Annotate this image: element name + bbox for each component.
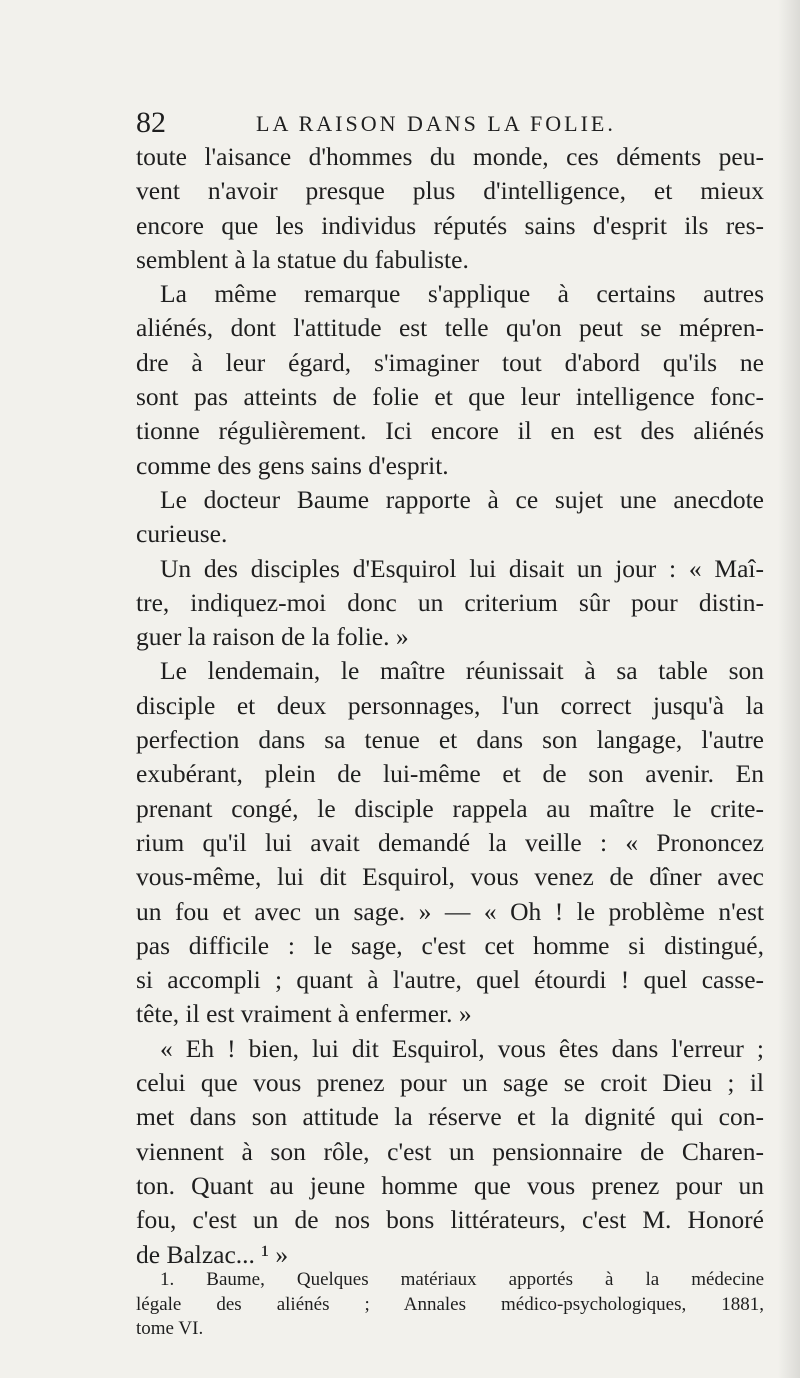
body-text — [136, 140, 764, 1272]
text-line: prenant congé, le disciple rappela au maître le crite- — [136, 793, 764, 823]
text-line: Un des disciples d'Esquirol lui disait un jour : « Maî- — [160, 553, 764, 583]
text-line: viennent à son rôle, c'est un pensionnaire de Charen- — [136, 1136, 764, 1166]
text-line: semblent à la statue du fabuliste. — [136, 244, 469, 274]
text-line: curieuse. — [136, 519, 228, 549]
text-line: sont pas atteints de folie et que leur intelligence fonc- — [136, 382, 764, 412]
text-line: La même remarque s'applique à certains autres — [160, 279, 764, 309]
text-line: celui que vous prenez pour un sage se croit Dieu ; il — [136, 1068, 764, 1098]
text-line: pas difficile : le sage, c'est cet homme si distingué, — [136, 930, 764, 960]
text-line: met dans son attitude la réserve et la dignité qui con- — [136, 1102, 764, 1132]
text-line: un fou et avec un sage. » — « Oh ! le problème n'est — [136, 896, 764, 926]
text-line: « Eh ! bien, lui dit Esquirol, vous êtes dans l'erreur ; — [160, 1033, 764, 1063]
text-line: dre à leur égard, s'imaginer tout d'abord qu'ils ne — [136, 347, 764, 377]
footnote-line: tome VI. — [136, 1318, 204, 1339]
running-title: LA RAISON DANS LA FOLIE. — [256, 111, 616, 136]
text-line: tête, il est vraiment à enfermer. » — [136, 999, 472, 1029]
text-line: Le docteur Baume rapporte à ce sujet une anecdote — [160, 484, 764, 514]
text-line: vent n'avoir presque plus d'intelligence, et mieux — [136, 176, 764, 206]
text-line: tionne régulièrement. Ici encore il en est des aliénés — [136, 416, 764, 446]
text-line: comme des gens sains d'esprit. — [136, 450, 449, 480]
text-line: rium qu'il lui avait demandé la veille : « Prononcez — [136, 827, 764, 857]
page-header — [136, 103, 776, 143]
text-line: aliénés, dont l'attitude est telle qu'on peut se mépren- — [136, 313, 764, 343]
footnote-line: légale des aliénés ; Annales médico-psychologiques, 1881, — [136, 1293, 764, 1315]
text-line: encore que les individus réputés sains d'esprit ils res- — [136, 210, 764, 240]
text-line: de Balzac... ¹ » — [136, 1239, 289, 1269]
text-line: guer la raison de la folie. » — [136, 622, 409, 652]
text-line: fou, c'est un de nos bons littérateurs, c'est M. Honoré — [136, 1205, 764, 1235]
text-line: tre, indiquez-moi donc un criterium sûr pour distin- — [136, 587, 764, 617]
page-edge-shadow — [778, 0, 800, 1378]
text-line: si accompli ; quant à l'autre, quel étourdi ! quel casse- — [136, 965, 764, 995]
text-line: vous-même, lui dit Esquirol, vous venez de dîner avec — [136, 862, 764, 892]
text-line: exubérant, plein de lui-même et de son avenir. En — [136, 759, 764, 789]
text-line: perfection dans sa tenue et dans son langage, l'autre — [136, 725, 764, 755]
page-number: 82 — [136, 106, 166, 139]
footnotes — [136, 1268, 764, 1342]
footnote-line: 1. Baume, Quelques matériaux apportés à la médecine — [160, 1269, 764, 1290]
text-line: disciple et deux personnages, l'un correct jusqu'à la — [136, 690, 764, 720]
text-line: Le lendemain, le maître réunissait à sa table son — [160, 656, 764, 686]
text-line: ton. Quant au jeune homme que vous prenez pour un — [136, 1170, 764, 1200]
text-line: toute l'aisance d'hommes du monde, ces déments peu- — [136, 142, 764, 171]
